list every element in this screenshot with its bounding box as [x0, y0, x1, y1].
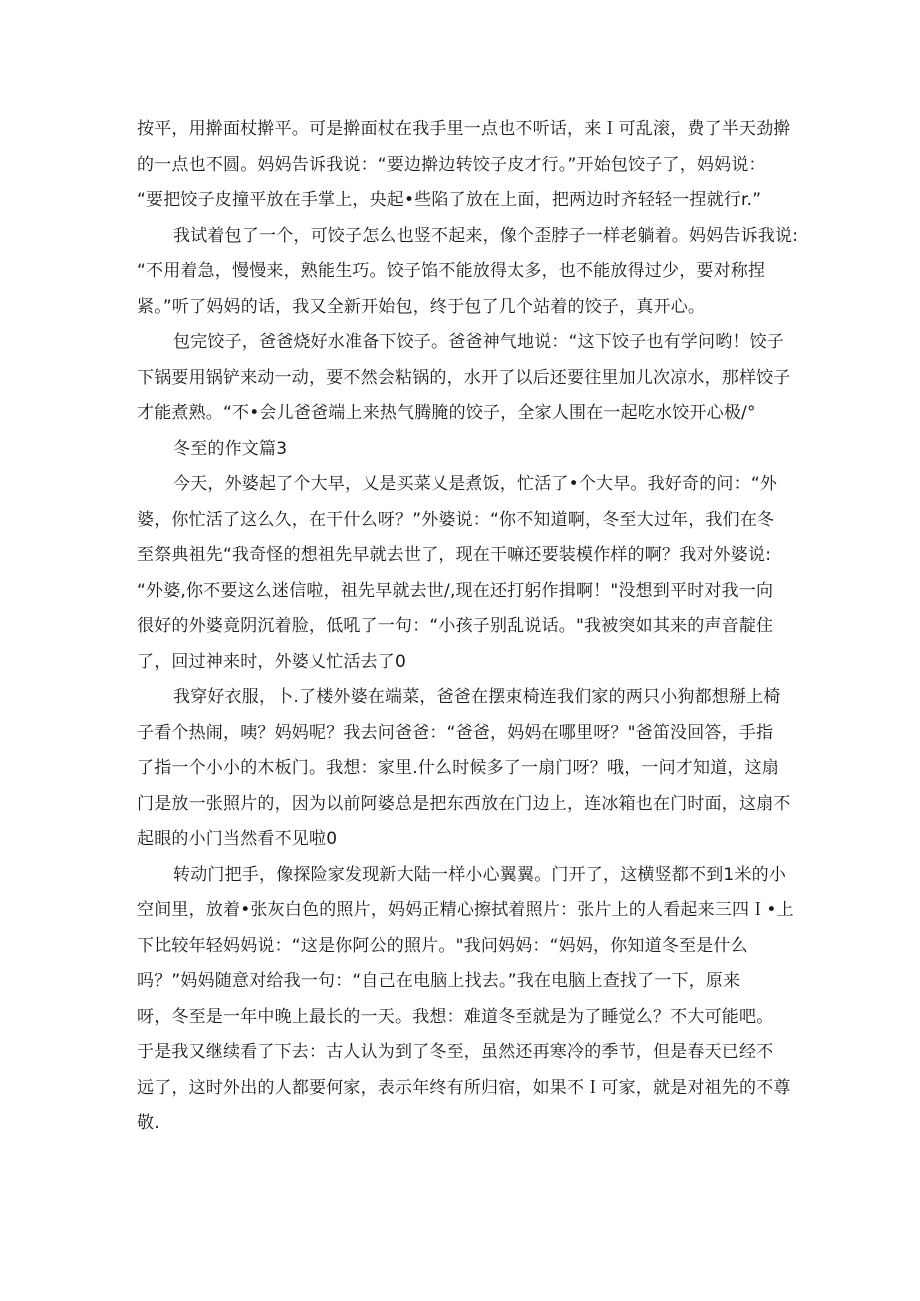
text-line: 吗？”妈妈随意对给我一句：“自己在电脑上找去。”我在电脑上查找了一下，原来 — [137, 971, 741, 991]
text-line: 婆，你忙活了这么久，在干什么呀？”外婆说：“你不知道啊，冬至大过年，我们在冬 — [137, 509, 775, 530]
paragraph — [137, 325, 791, 432]
text-line: 我穿好衣服，卜.了楼外婆在端菜，爸爸在摆束椅连我们家的两只小狗都想掰上椅 — [173, 687, 781, 707]
paragraph — [137, 467, 783, 680]
text-line: 子看个热闹，咦？妈妈呢？我去问爸爸：“爸爸，妈妈在哪里呀？"爸笛没回答，手指 — [137, 722, 774, 743]
text-line: 至祭典祖先“我奇怪的想祖先早就去世了，现在干嘛还要装模作样的啊？我对外婆说: — [137, 545, 772, 565]
text-line: 的一点也不圆。妈妈告诉我说：“要边擀边转饺子皮才行。”开始包饺子了，妈妈说： — [137, 154, 766, 175]
text-line: “要把饺子皮撞平放在手掌上，央起•些陷了放在上面，把两边时齐轻轻一捏就行r.” — [137, 190, 762, 210]
text-line: 下比较年轻妈妈说：“这是你阿公的照片。"我问妈妈：“妈妈，你知道冬至是什么 — [137, 935, 748, 956]
text-line: 空间里，放着•张灰白色的照片，妈妈正精心擦拭着照片：张片上的人看起来三四Ｉ•上 — [137, 900, 794, 920]
section-heading — [137, 432, 783, 468]
text-line: 门是放一张照片的，因为以前阿婆总是把东西放在门边上，连冰箱也在门时面，这扇不 — [137, 793, 791, 814]
text-line: 下锅要用锅铲来动一动，要不然会粘锅的，水开了以后还要往里加儿次凉水，那样饺子 — [137, 367, 791, 388]
text-line: 今天，外婆起了个大早，乂是买菜乂是煮饭，忙活了•个大早。我好奇的问：“外 — [173, 474, 778, 494]
text-line: 很好的外婆竟阴沉着脸，低吼了一句：“小孩子别乱说话。"我被突如其来的声音靛住 — [137, 616, 774, 636]
text-line: 呀，冬至是一年中晚上最长的一天。我想：难道冬至就是为了睡觉么？不大可能吧。 — [137, 1006, 774, 1027]
text-line: 紧。”听了妈妈的话，我又全新开始包，终于包了几个站着的饺子，真开心。 — [137, 296, 706, 317]
heading-text: 冬至的作文篇3 — [173, 438, 288, 459]
text-line: 包完饺子，爸爸烧好水准备下饺子。爸爸神气地说：“这下饺子也有学问哟！饺子 — [173, 332, 785, 352]
paragraph — [137, 112, 791, 219]
text-line: “外婆,你不要这么迷信啦，祖先早就去世/,现在还打躬作揖啊！"没想到平时对我一向 — [137, 580, 774, 601]
text-line: 了，回过神来时，外婆乂忙活去了0 — [137, 651, 407, 672]
text-line: “不用着急，慢慢来，熟能生巧。饺子馅不能放得太多，也不能放得过少，要对称捏 — [137, 261, 766, 281]
text-line: 远了，这时外出的人都要何家，表示年终有所归宿，如果不Ｉ可家，就是对祖先的不尊 — [137, 1077, 791, 1098]
paragraph — [137, 680, 791, 858]
text-line: 敬. — [137, 1113, 160, 1133]
text-line: 转动门把手，像探险家发现新大陆一样小心翼翼。门开了，这横竖都不到1米的小 — [173, 864, 787, 885]
text-line: 了指一个小小的木板门。我想：家里.什么时候多了一扇门呀？哦，一问才知道，这扇 — [137, 758, 780, 778]
text-line: 按平，用擀面杖擀平。可是擀面杖在我手里一点也不听话，来Ｉ可乱滚，费了半天劲擀 — [137, 119, 791, 139]
paragraph — [137, 858, 794, 1142]
text-line: 于是我又继续看了下去：古人认为到了冬至，虽然还再寒冷的季节，但是春天已经不 — [137, 1042, 774, 1062]
document-body — [137, 112, 799, 1142]
text-line: 起眼的小门当然看不见啦0 — [137, 829, 338, 849]
text-line: 才能煮熟。“不•会儿爸爸端上来热气腾腌的饺子，全家人围在一起吃水饺开心极/° — [137, 403, 756, 423]
text-line: 我试着包了一个，可饺子怎么也竖不起来，像个歪脖子一样老躺着。妈妈告诉我说: — [173, 225, 799, 246]
paragraph — [137, 219, 799, 326]
